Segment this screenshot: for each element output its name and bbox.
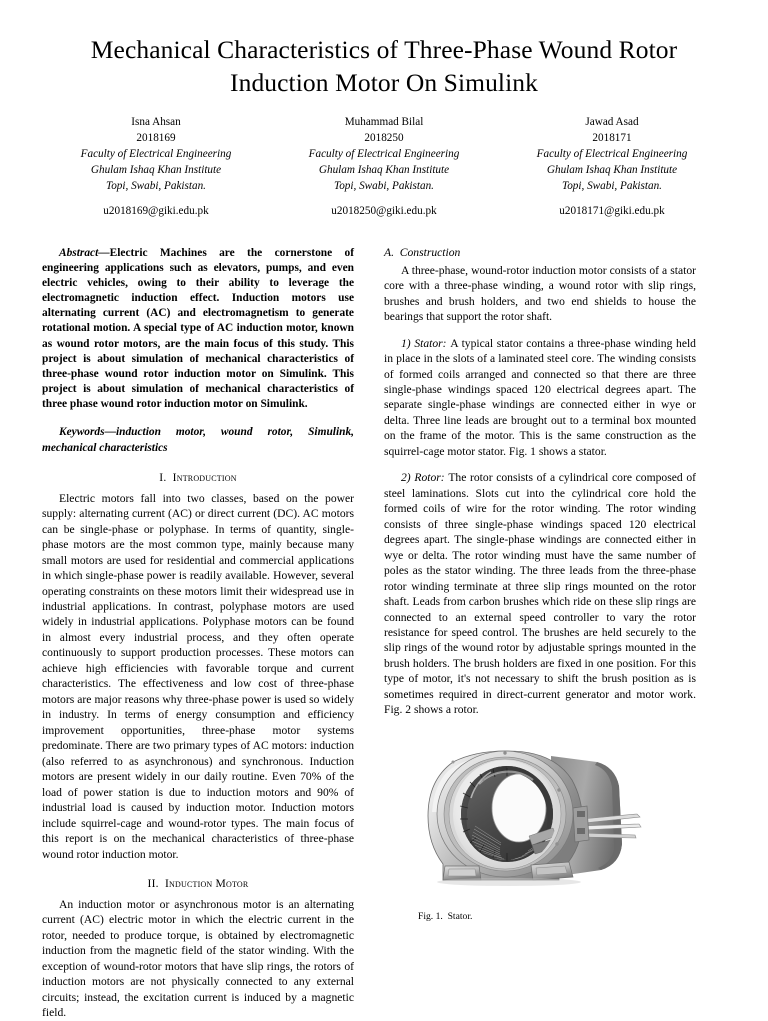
author-email[interactable]: u2018169@giki.edu.pk [103,204,209,217]
induction-motor-paragraph: An induction motor or asynchronous motor is an alternating current (AC) electric motor in which the electric current in the rotor, needed to produce torque, is obtained by electromagnetic induction from the magnetic field of the stator winding. With the exception of wound-rotor motors that have slip rings, the rotors of induction motors are not physically connected to any external circuits; instead, the excitation current is induced by a magnetic field. [42,897,354,1020]
left-column [42,246,354,1021]
author-block [0,115,768,219]
stator-photograph [401,740,679,900]
subsection-letter: A. [384,245,394,259]
section-heading-introduction [42,471,354,484]
author-institute: Ghulam Ishaq Khan Institute [90,163,222,176]
author-entry [498,115,726,219]
author-faculty: Faculty of Electrical Engineering [536,148,688,161]
keywords-paragraph: Keywords—induction motor, wound rotor, Simulink, mechanical characteristics [42,426,354,454]
author-email[interactable]: u2018250@giki.edu.pk [331,204,437,217]
construction-paragraph: A three-phase, wound-rotor induction motor consists of a stator core with a three-phase winding, a wound rotor with slip rings, brushes and brush holders, and two end shields to house the bearings that support the rotor shaft. [384,263,696,324]
section-title: Introduction [172,470,237,484]
author-location: Topi, Swabi, Pakistan. [334,179,434,192]
rotor-number: 2) [401,471,411,485]
author-institute: Ghulam Ishaq Khan Institute [318,163,450,176]
stator-label: Stator: [414,336,447,350]
author-id: 2018171 [592,132,632,145]
abstract-paragraph [42,246,354,413]
abstract-text: Electric Machines are the cornerstone of engineering applications such as elevators, pumps, and even electric vehicles, owing to their ability to leverage the electromagnetic induction effect. Induction motors use alternating current (AC) and electromagnetism to generate rotational motion. A special type of AC induction motor, known as wound rotor motors, are the main focus of this study. This project is about simulation of mechanical characteristics of three-phase wound rotor induction motor on Simulink. This project is about simulation of mechanical characteristics of three phase wound rotor induction motor on Simulink. [42,246,354,411]
figure-caption [384,911,696,923]
author-institute: Ghulam Ishaq Khan Institute [546,163,678,176]
introduction-paragraph: Electric motors fall into two classes, based on the power supply: alternating current (AC) or direct current (DC). AC motors can be single-phase or polyphase. In terms of quantity, single-phase motors are the most common type, mainly because many small motors are used for residential and commercial applications in which single-phase power is readily available. However, several operating constraints on these motors limit their widespread use in industrial applications. In contrast, polyphase motors are used widely in industrial applications. Polyphase motors can be found in almost every industrial process, and they often operate continuously to support production processes. These motors can achieve high efficiencies with favorable torque and current characteristics. The effectiveness and low cost of three-phase motors are major reasons why three-phase power is used so widely in industry. In terms of energy consumption and efficiency improvement opportunities, three-phase motor systems predominate. There are two primary types of AC motors: induction (also referred to as asynchronous) and synchronous. Induction motors are present widely in our daily routine. Even 70% of the load of power station is due to induction motors and 90% of industrial load is caused by induction motor. Induction motors include squirrel-cage and wound-rotor types. The main focus of this report is on the mechanical characteristics of three-phase wound rotor induction motor. [42,491,354,861]
section-number: II. [147,876,159,890]
author-name: Isna Ahsan [131,116,181,129]
author-location: Topi, Swabi, Pakistan. [562,179,662,192]
stator-text: A typical stator contains a three-phase winding held in place in the slots of a laminated steel core. The winding consists of formed coils arranged and connected so that there are three single-phase windings spaced 120 electrical degrees apart. The separate single-phase windings are connected either in wye or delta. Three line leads are brought out to a terminal box mounted on the frame of the motor. This is the same construction as the squirrel-cage motor stator. Fig. 1 shows a stator. [384,336,696,458]
figure-1 [384,740,696,923]
author-entry [270,115,498,219]
subsection-heading-construction [384,246,696,259]
author-id: 2018169 [136,132,176,145]
figure-number: Fig. 1. [418,910,443,922]
author-faculty: Faculty of Electrical Engineering [308,148,460,161]
section-number: I. [159,470,167,484]
section-title: Induction Motor [164,876,249,890]
author-id: 2018250 [364,132,404,145]
author-email[interactable]: u2018171@giki.edu.pk [559,204,665,217]
figure-caption-text: Stator. [447,910,473,922]
right-column [384,246,696,1021]
author-name: Jawad Asad [585,116,639,129]
section-heading-induction-motor [42,877,354,890]
abstract-label: Abstract— [59,246,110,259]
author-faculty: Faculty of Electrical Engineering [80,148,232,161]
author-name: Muhammad Bilal [344,116,424,129]
rotor-label: Rotor: [414,471,445,485]
page-title: Mechanical Characteristics of Three-Phase Wound Rotor Induction Motor On Simulink [90,35,678,97]
rotor-text: The rotor consists of a cylindrical core composed of steel laminations. Slots cut into the cylindrical core hold the formed coils of wire for the rotor winding. The rotor winding consists of three single-phase windings spaced 120 electrical degrees apart. The single-phase windings are connected either in wye or delta. The rotor winding must have the same number of poles as the stator winding. The three leads from the three-phase rotor winding terminate at three slip rings mounted on the rotor shaft. Leads from carbon brushes which ride on these slip rings are connected to an external speed controller to vary the rotor resistance for speed control. The brushes are held securely to the slip rings of the wound rotor by adjustable springs mounted in the brush holders. The brush holders are fixed in one position. For this type of motor, it's not necessary to shift the brush position as is sometimes required in direct-current generator and motor work. Fig. 2 shows a rotor. [384,471,696,717]
body-columns [0,246,768,1021]
stator-number: 1) [401,336,411,350]
stator-paragraph [384,336,696,460]
author-location: Topi, Swabi, Pakistan. [106,179,206,192]
author-entry [42,115,270,219]
stator-photo-svg [401,740,679,900]
subsection-title: Construction [399,245,461,259]
rotor-paragraph [384,470,696,718]
